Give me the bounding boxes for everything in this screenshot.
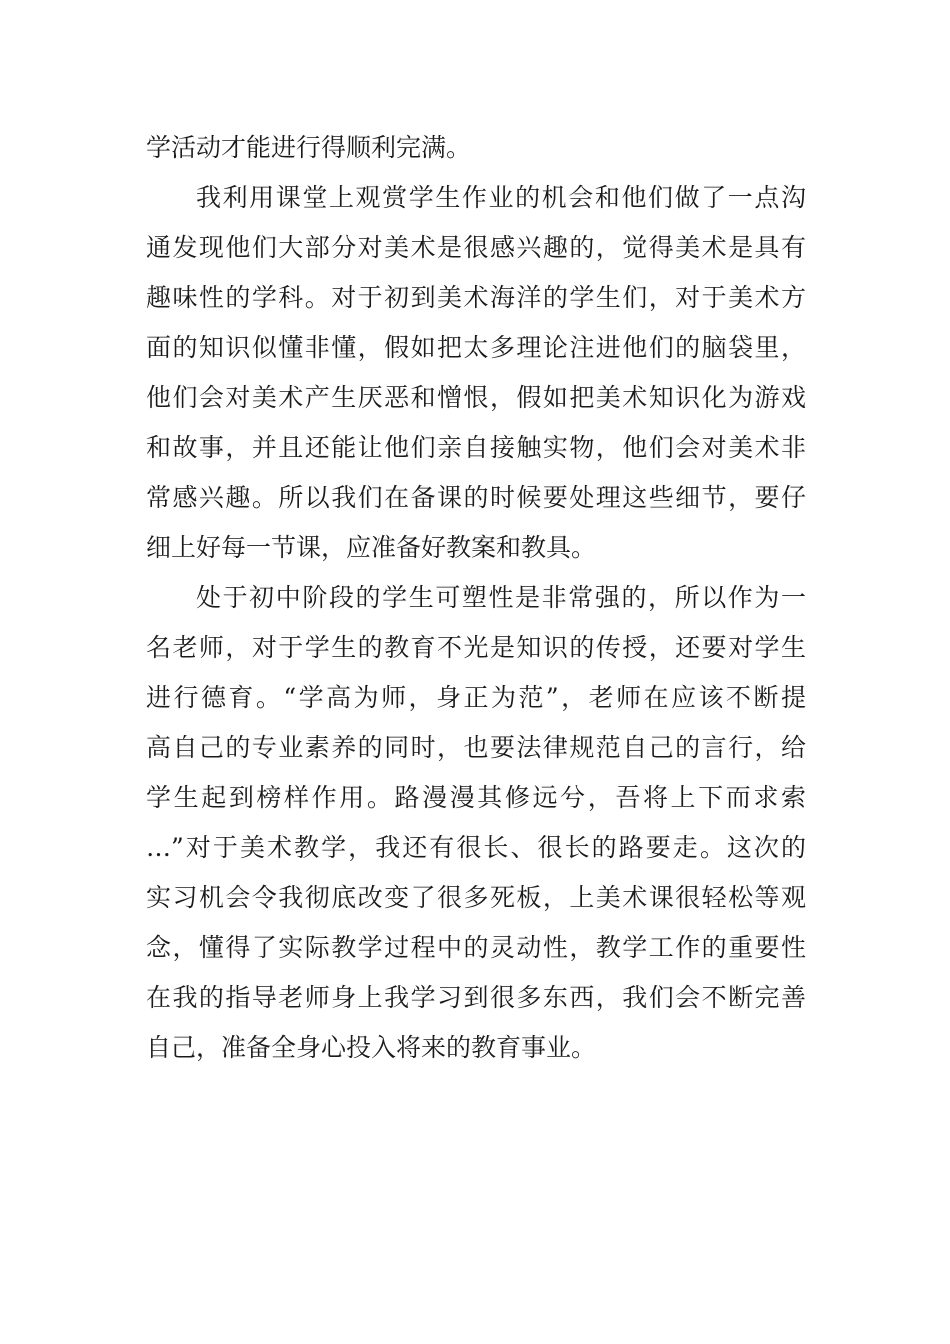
text-line: 通发现他们大部分对美术是很感兴趣的，觉得美术是具有 [146,233,806,262]
text-line: 实习机会令我彻底改变了很多死板，上美术课很轻松等观 [146,883,806,912]
text-line: 和故事，并且还能让他们亲自接触实物，他们会对美术非 [146,433,806,462]
paragraph-first-line: 我利用课堂上观赏学生作业的机会和他们做了一点沟 [196,183,806,212]
text-line: 面的知识似懂非懂，假如把太多理论注进他们的脑袋里， [146,333,806,362]
text-line: 学活动才能进行得顺利完满。 [146,133,472,162]
text-line: 学生起到榜样作用。路漫漫其修远兮，吾将上下而求索 [146,783,806,812]
text-line: 自己，准备全身心投入将来的教育事业。 [146,1033,597,1062]
text-line: 念，懂得了实际教学过程中的灵动性，教学工作的重要性 [146,933,806,962]
paragraph-first-line: 处于初中阶段的学生可塑性是非常强的，所以作为一 [196,583,806,612]
text-line: 趣味性的学科。对于初到美术海洋的学生们，对于美术方 [146,283,806,312]
text-line: 常感兴趣。所以我们在备课的时候要处理这些细节，要仔 [146,483,806,512]
text-line: …”对于美术教学，我还有很长、很长的路要走。这次的 [146,833,806,862]
text-line: 细上好每一节课，应准备好教案和教具。 [146,533,597,562]
text-line: 他们会对美术产生厌恶和憎恨，假如把美术知识化为游戏 [146,383,806,412]
text-line: 名老师，对于学生的教育不光是知识的传授，还要对学生 [146,633,806,662]
text-line: 在我的指导老师身上我学习到很多东西，我们会不断完善 [146,983,806,1012]
text-line: 高自己的专业素养的同时，也要法律规范自己的言行，给 [146,733,806,762]
text-line: 进行德育。“学高为师，身正为范”，老师在应该不断提 [146,683,806,712]
